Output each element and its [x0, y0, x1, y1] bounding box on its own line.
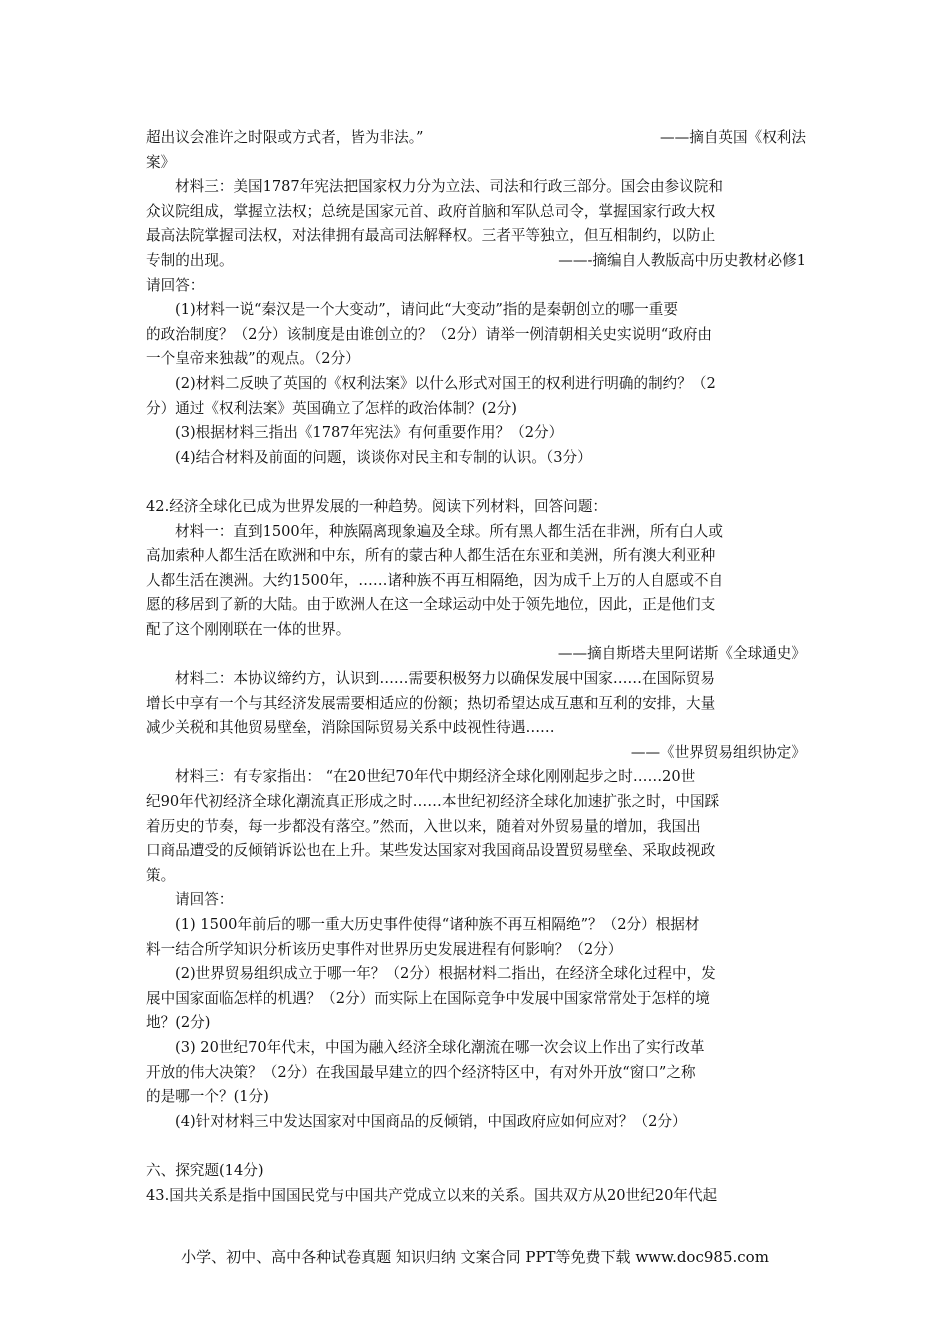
q42-material-3-line: 着历史的节奏，每一步都没有落空。”然而，入世以来，随着对外贸易量的增加，我国出: [146, 817, 701, 835]
q42-material-1-line: 愿的移居到了新的大陆。由于欧洲人在这一全球运动中处于领先地位，因此，正是他们支: [146, 596, 716, 614]
q41-3: (3)根据材料三指出《1787年宪法》有何重要作用？（2分）: [175, 424, 564, 442]
q42-material-2-line: 增长中享有一个与其经济发展需要相适应的份额；热切希望达成互惠和互利的安排，大量: [146, 694, 716, 712]
q42-material-2-source: ——《世界贸易组织协定》: [630, 743, 806, 761]
q42-material-1-line: 人都生活在澳洲。大约1500年，……诸种族不再互相隔绝，因为成千上万的人自愿或不自: [146, 571, 724, 589]
material-3-line: 材料三：美国1787年宪法把国家权力分为立法、司法和行政三部分。国会由参议院和: [175, 178, 723, 196]
q42-3-line: (3) 20世纪70年代末，中国为融入经济全球化潮流在哪一次会议上作出了实行改革: [175, 1038, 705, 1056]
q42-material-1-line: 高加索种人都生活在欧洲和中东，所有的蒙古种人都生活在东亚和美洲，所有澳大利亚种: [146, 547, 716, 565]
q42-title: 42.经济全球化已成为世界发展的一种趋势。阅读下列材料，回答问题：: [146, 497, 608, 515]
q42-material-1-line: 配了这个刚刚联在一体的世界。: [146, 620, 351, 638]
material-2-source: ——摘自英国《权利法: [660, 129, 806, 146]
material-2-quote-end: 超出议会准许之时限或方式者，皆为非法。”: [146, 129, 424, 146]
q42-material-3-line: 纪90年代初经济全球化潮流真正形成之时……本世纪初经济全球化加速扩张之时，中国踩: [146, 793, 720, 811]
q42-prompt: 请回答：: [175, 891, 234, 909]
q42-material-1-source: ——摘自斯塔夫里阿诺斯《全球通史》: [557, 645, 806, 663]
spacer: [146, 1134, 806, 1159]
material-2-tail: [146, 126, 806, 151]
q42-4: (4)针对材料三中发达国家对中国商品的反倾销，中国政府应如何应对？（2分）: [175, 1112, 687, 1130]
q42-1-line: (1) 1500年前后的哪一重大历史事件使得“诸种族不再互相隔绝”？（2分）根据材: [175, 916, 700, 933]
page-footer: 小学、初中、高中各种试卷真题 知识归纳 文案合同 PPT等免费下载 www.doc985.com: [181, 1248, 769, 1266]
q42-3-line: 的是哪一个？(1分): [146, 1088, 269, 1106]
q42-material-3-line: 策。: [146, 866, 176, 884]
q42-material-1-line: 材料一：直到1500年，种族隔离现象遍及全球。所有黑人都生活在非洲，所有白人或: [175, 522, 723, 540]
q42-2-line: (2)世界贸易组织成立于哪一年？（2分）根据材料二指出，在经济全球化过程中，发: [175, 965, 716, 983]
q41-4: (4)结合材料及前面的问题，谈谈你对民主和专制的认识。（3分）: [175, 448, 592, 466]
q42-3-line: 开放的伟大决策？（2分）在我国最早建立的四个经济特区中，有对外开放“窗口”之称: [146, 1063, 696, 1081]
q42-material-2-line: 减少关税和其他贸易壁垒，消除国际贸易关系中歧视性待遇……: [146, 719, 555, 737]
material-3-line: 专制的出现。: [146, 251, 234, 269]
material-3-line: 众议院组成，掌握立法权；总统是国家元首、政府首脑和军队总司令，掌握国家行政大权: [146, 202, 716, 220]
q42-1-line: 料一结合所学知识分析该历史事件对世界历史发展进程有何影响？（2分）: [146, 940, 623, 958]
q42-2-line: 展中国家面临怎样的机遇？（2分）而实际上在国际竞争中发展中国家常常处于怎样的境: [146, 989, 710, 1007]
q41-1-line: 一个皇帝来独裁”的观点。（2分）: [146, 350, 360, 368]
material-2-source-cont: 案》: [146, 153, 176, 171]
q41-1-line: 的政治制度？（2分）该制度是由谁创立的？（2分）请举一例清朝相关史实说明“政府由: [146, 325, 713, 343]
q41-prompt: 请回答：: [146, 276, 205, 294]
q41-2-line: 分）通过《权利法案》英国确立了怎样的政治体制？(2分): [146, 399, 517, 417]
spacer: [146, 470, 806, 495]
q42-material-3-line: 材料三：有专家指出： “在20世纪70年代中期经济全球化刚刚起步之时……20世: [175, 768, 696, 786]
material-3-end: [146, 249, 806, 274]
q42-2-line: 地？(2分): [146, 1014, 211, 1032]
q41-2-line: (2)材料二反映了英国的《权利法案》以什么形式对国王的权利进行明确的制约？（2: [175, 374, 716, 392]
q41-1-line: (1)材料一说“秦汉是一个大变动”，请问此“大变动”指的是秦朝创立的哪一重要: [175, 301, 678, 319]
material-3-source: ——-摘编自人教版高中历史教材必修1: [558, 251, 806, 269]
q42-material-2-line: 材料二：本协议缔约方，认识到……需要积极努力以确保发展中国家……在国际贸易: [175, 670, 715, 688]
material-3-line: 最高法院掌握司法权，对法律拥有最高司法解释权。三者平等独立，但互相制约，以防止: [146, 227, 716, 245]
section-6-heading: 六、探究题(14分): [146, 1161, 264, 1179]
q42-material-3-line: 口商品遭受的反倾销诉讼也在上升。某些发达国家对我国商品设置贸易壁垒、采取歧视政: [146, 842, 716, 860]
q43-line: 43.国共关系是指中国国民党与中国共产党成立以来的关系。国共双方从20世纪20年代起: [146, 1186, 718, 1204]
document-body: [146, 126, 806, 1208]
